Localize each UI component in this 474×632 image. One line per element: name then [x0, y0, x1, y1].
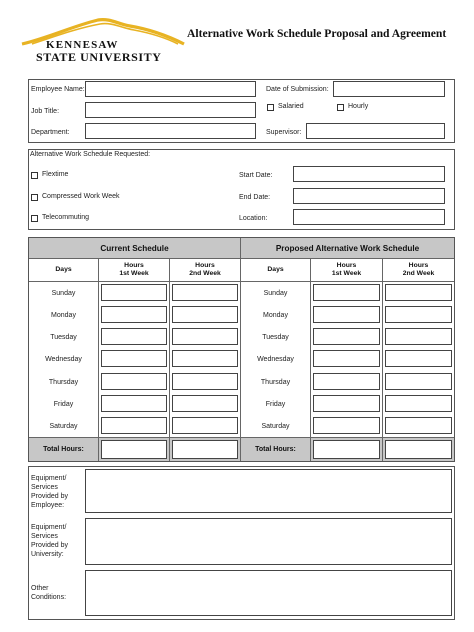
document-title: Alternative Work Schedule Proposal and Agreement [187, 27, 447, 40]
current-day-friday: Friday [53, 400, 74, 408]
proposed-day-friday: Friday [265, 400, 286, 408]
employee-equipment-label [31, 474, 68, 510]
proposed-week1-header-line2: 1st Week [331, 270, 362, 277]
table-col-divider [310, 259, 311, 461]
proposed-total-week1-input[interactable] [313, 440, 380, 459]
hourly-label: Hourly [348, 103, 369, 110]
proposed-week1-tuesday-input[interactable] [313, 328, 380, 345]
proposed-total-label: Total Hours: [241, 438, 310, 461]
current-week1-thursday-input[interactable] [101, 373, 167, 390]
location-label: Location: [239, 215, 268, 222]
current-week2-header-line1: Hours [195, 262, 215, 269]
proposed-week2-header-line1: Hours [408, 262, 429, 269]
start-date-field[interactable] [293, 166, 445, 182]
proposed-week1-header [311, 259, 382, 281]
job-title-field[interactable] [85, 102, 256, 118]
employee-name-label: Employee Name: [31, 86, 85, 93]
flextime-label: Flextime [42, 171, 69, 178]
current-week2-thursday-input[interactable] [172, 373, 238, 390]
job-title-label: Job Title: [31, 108, 60, 115]
proposed-week2-header-line2: 2nd Week [402, 270, 435, 277]
logo-text-state-university: STATE UNIVERSITY [36, 50, 162, 64]
table-row-divider [29, 258, 454, 259]
proposed-week1-thursday-input[interactable] [313, 373, 380, 390]
current-week2-monday-input[interactable] [172, 306, 238, 323]
proposed-week1-wednesday-input[interactable] [313, 350, 380, 367]
current-day-monday: Monday [51, 311, 76, 319]
current-week2-saturday-input[interactable] [172, 417, 238, 434]
proposed-week2-header [383, 259, 454, 281]
current-day-thursday: Thursday [48, 378, 79, 386]
start-date-label: Start Date: [239, 172, 273, 179]
compressed-work-week-label: Compressed Work Week [42, 193, 120, 200]
university-logo [18, 14, 186, 64]
current-day-tuesday: Tuesday [50, 333, 77, 341]
current-week1-saturday-input[interactable] [101, 417, 167, 434]
current-week1-header [99, 259, 169, 281]
employee-equipment-label-line: Provided by [31, 493, 68, 500]
proposed-week1-saturday-input[interactable] [313, 417, 380, 434]
employee-equipment-label-line: Equipment/ [31, 475, 67, 482]
table-col-divider [169, 259, 170, 461]
current-days-header: Days [55, 266, 72, 273]
university-equipment-label-line: University: [31, 551, 64, 558]
current-week2-tuesday-input[interactable] [172, 328, 238, 345]
current-schedule-header: Current Schedule [29, 238, 240, 258]
current-week1-friday-input[interactable] [101, 395, 167, 412]
proposed-week2-thursday-input[interactable] [385, 373, 452, 390]
university-equipment-textarea[interactable] [85, 518, 452, 565]
table-row-divider [29, 437, 454, 438]
flextime-checkbox[interactable] [31, 172, 38, 179]
university-equipment-label [31, 523, 68, 559]
proposed-day-monday: Monday [263, 311, 288, 319]
current-day-wednesday: Wednesday [45, 355, 82, 363]
hourly-checkbox[interactable] [337, 104, 344, 111]
current-week1-sunday-input[interactable] [101, 284, 167, 301]
proposed-week2-sunday-input[interactable] [385, 284, 452, 301]
location-field[interactable] [293, 209, 445, 225]
proposed-day-wednesday: Wednesday [257, 355, 294, 363]
current-week1-monday-input[interactable] [101, 306, 167, 323]
current-day-saturday: Saturday [49, 422, 78, 430]
proposed-days-header: Days [267, 266, 284, 273]
proposed-day-thursday: Thursday [260, 378, 291, 386]
current-week2-header [170, 259, 240, 281]
telecommuting-label: Telecommuting [42, 214, 90, 221]
current-week2-sunday-input[interactable] [172, 284, 238, 301]
salaried-label: Salaried [278, 103, 304, 110]
employee-name-field[interactable] [85, 81, 256, 97]
telecommuting-checkbox[interactable] [31, 215, 38, 222]
logo-text-kennesaw: KENNESAW [46, 39, 119, 51]
university-equipment-label-line: Equipment/ [31, 524, 67, 531]
table-row-divider [29, 281, 454, 282]
current-week2-friday-input[interactable] [172, 395, 238, 412]
employee-equipment-label-line: Services [31, 484, 58, 491]
other-conditions-label-line: Other [31, 585, 49, 592]
current-week2-wednesday-input[interactable] [172, 350, 238, 367]
proposed-total-week2-input[interactable] [385, 440, 452, 459]
schedule-request-heading: Alternative Work Schedule Requested: [30, 151, 151, 158]
proposed-week1-monday-input[interactable] [313, 306, 380, 323]
employee-equipment-label-line: Employee: [31, 502, 65, 509]
table-col-divider [98, 259, 99, 461]
current-week1-wednesday-input[interactable] [101, 350, 167, 367]
proposed-week2-friday-input[interactable] [385, 395, 452, 412]
proposed-day-saturday: Saturday [261, 422, 290, 430]
other-conditions-textarea[interactable] [85, 570, 452, 616]
current-week1-header-line2: 1st Week [119, 270, 149, 277]
supervisor-label: Supervisor: [266, 129, 302, 136]
table-center-divider [240, 238, 241, 461]
supervisor-field[interactable] [306, 123, 445, 139]
date-of-submission-field[interactable] [333, 81, 445, 97]
current-day-sunday: Sunday [51, 289, 76, 297]
current-week1-tuesday-input[interactable] [101, 328, 167, 345]
current-total-label: Total Hours: [29, 438, 98, 461]
date-of-submission-label: Date of Submission: [266, 86, 329, 93]
proposed-week1-sunday-input[interactable] [313, 284, 380, 301]
current-week1-header-line1: Hours [124, 262, 144, 269]
other-conditions-label-line: Conditions: [31, 594, 67, 601]
current-total-week2-input[interactable] [172, 440, 238, 459]
salaried-checkbox[interactable] [267, 104, 274, 111]
other-conditions-label [31, 584, 66, 602]
proposed-week1-friday-input[interactable] [313, 395, 380, 412]
proposed-week2-tuesday-input[interactable] [385, 328, 452, 345]
compressed-work-week-checkbox[interactable] [31, 194, 38, 201]
university-equipment-label-line: Provided by [31, 542, 68, 549]
current-week2-header-line2: 2nd Week [189, 270, 221, 277]
proposed-week2-saturday-input[interactable] [385, 417, 452, 434]
end-date-label: End Date: [239, 194, 271, 201]
proposed-day-sunday: Sunday [263, 289, 288, 297]
proposed-day-tuesday: Tuesday [262, 333, 289, 341]
university-equipment-label-line: Services [31, 533, 58, 540]
current-total-week1-input[interactable] [101, 440, 167, 459]
table-col-divider [382, 259, 383, 461]
proposed-week1-header-line1: Hours [336, 262, 357, 269]
employee-equipment-textarea[interactable] [85, 469, 452, 513]
department-label: Department: [31, 129, 70, 136]
proposed-week2-monday-input[interactable] [385, 306, 452, 323]
proposed-week2-wednesday-input[interactable] [385, 350, 452, 367]
end-date-field[interactable] [293, 188, 445, 204]
proposed-schedule-header: Proposed Alternative Work Schedule [241, 238, 454, 258]
department-field[interactable] [85, 123, 256, 139]
